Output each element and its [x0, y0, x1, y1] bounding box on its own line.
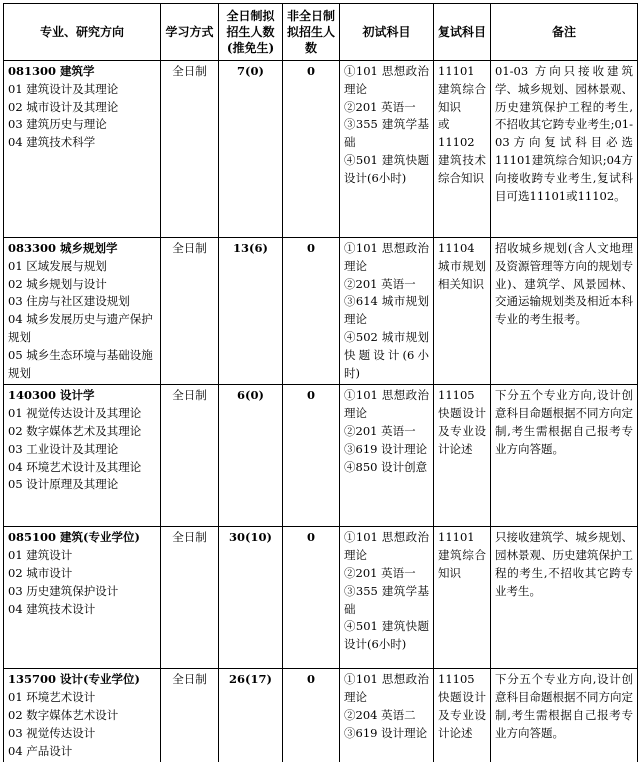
mode-cell: 全日制: [161, 527, 219, 669]
note-cell: 招收城乡规划(含人文地理及资源管理等方向的规划专业)、建筑学、风景园林、交通运输规划类及相近本科专业的考生报考。: [491, 238, 638, 385]
note-cell: 只接收建筑学、城乡规划、园林景观、历史建筑保护工程的考生,不招收其它跨专业考生。: [491, 527, 638, 669]
retest-cell: [434, 385, 491, 527]
header-row: [4, 4, 638, 61]
exam-subject: ①101 思想政治理论: [344, 388, 429, 421]
table-row: [4, 238, 638, 385]
retest-cell: [434, 238, 491, 385]
fulltime-cell: 26(17): [219, 669, 283, 762]
exam-subject: ②201 英语一: [344, 423, 416, 438]
exam-subject: ③355 建筑学基础: [344, 583, 429, 616]
table-row: [4, 527, 638, 669]
major-cell: [4, 527, 161, 669]
direction: 02 城市设计及其理论: [8, 99, 119, 114]
major-cell: [4, 385, 161, 527]
table-row: [4, 385, 638, 527]
exam-subject: ②201 英语一: [344, 565, 416, 580]
direction: 01 区域发展与规划: [8, 258, 107, 273]
exam-cell: [340, 385, 434, 527]
mode-cell: 全日制: [161, 61, 219, 238]
direction: 01 环境艺术设计: [8, 690, 96, 705]
direction: 01 建筑设计: [8, 548, 73, 563]
fulltime-cell: 13(6): [219, 238, 283, 385]
parttime-cell: 0: [283, 385, 340, 527]
direction: 04 环境艺术设计及其理论: [8, 459, 142, 474]
retest-subject: 11101 建筑综合知识: [438, 530, 486, 580]
major-cell: [4, 669, 161, 762]
major-title: 140300 设计学: [8, 388, 95, 403]
exam-cell: [340, 527, 434, 669]
header-retest: 复试科目: [434, 4, 491, 61]
note-cell: 下分五个专业方向,设计创意科目命题根据不同方向定制,考生需根据自己报考专业方向答题。: [491, 669, 638, 762]
header-parttime: 非全日制拟招生人数: [283, 4, 340, 61]
retest-subject: 11105 快题设计及专业设计论述: [438, 672, 486, 740]
direction: 02 城乡规划与设计: [8, 276, 107, 291]
direction: 03 住房与社区建设规划: [8, 294, 130, 309]
exam-subject: ②201 英语一: [344, 99, 416, 114]
direction: 03 工业设计及其理论: [8, 441, 119, 456]
retest-subject: 11105 快题设计及专业设计论述: [438, 388, 486, 456]
retest-subject: 11102 建筑技术综合知识: [438, 135, 486, 185]
exam-subject: ①101 思想政治理论: [344, 530, 429, 563]
retest-subject: 11104 城市规划相关知识: [438, 241, 486, 291]
header-fulltime: 全日制拟招生人数(推免生): [219, 4, 283, 61]
header-major: 专业、研究方向: [4, 4, 161, 61]
direction: 04 建筑技术科学: [8, 135, 96, 150]
direction: 02 数字媒体艺术及其理论: [8, 423, 142, 438]
retest-subject: 11101 建筑综合知识: [438, 64, 486, 114]
direction: 05 城乡生态环境与基础设施规划: [8, 347, 153, 380]
exam-subject: ③614 城市规划理论: [344, 294, 429, 327]
major-title: 081300 建筑学: [8, 64, 95, 78]
direction: 04 建筑技术设计: [8, 601, 96, 616]
exam-subject: ④850 设计创意: [344, 459, 428, 474]
major-title: 135700 设计(专业学位): [8, 672, 140, 687]
direction: 03 视觉传达设计: [8, 725, 96, 740]
table-row: [4, 669, 638, 762]
mode-cell: 全日制: [161, 385, 219, 527]
exam-subject: ③619 设计理论: [344, 725, 428, 740]
header-exam: 初试科目: [340, 4, 434, 61]
exam-subject: ②201 英语一: [344, 276, 416, 291]
admissions-table: [3, 3, 638, 762]
exam-cell: [340, 669, 434, 762]
exam-subject: ③619 设计理论: [344, 441, 428, 456]
parttime-cell: 0: [283, 61, 340, 238]
direction: 01 视觉传达设计及其理论: [8, 406, 142, 421]
mode-cell: 全日制: [161, 238, 219, 385]
direction: 04 产品设计: [8, 743, 73, 758]
note-cell: 下分五个专业方向,设计创意科目命题根据不同方向定制,考生需根据自己报考专业方向答题。: [491, 385, 638, 527]
parttime-cell: 0: [283, 238, 340, 385]
major-cell: [4, 61, 161, 238]
retest-cell: [434, 527, 491, 669]
direction: 02 城市设计: [8, 565, 73, 580]
mode-cell: 全日制: [161, 669, 219, 762]
direction: 01 建筑设计及其理论: [8, 81, 119, 96]
major-title: 085100 建筑(专业学位): [8, 530, 140, 545]
direction: 02 数字媒体艺术设计: [8, 707, 119, 722]
header-mode: 学习方式: [161, 4, 219, 61]
exam-subject: ④501 建筑快题设计(6小时): [344, 152, 429, 185]
fulltime-cell: 7(0): [219, 61, 283, 238]
exam-subject: ①101 思想政治理论: [344, 64, 429, 96]
exam-subject: ①101 思想政治理论: [344, 672, 429, 705]
exam-cell: [340, 61, 434, 238]
direction: 03 历史建筑保护设计: [8, 583, 119, 598]
exam-subject: ③355 建筑学基础: [344, 117, 429, 150]
direction: 04 城乡发展历史与遗产保护规划: [8, 312, 153, 344]
direction: 03 建筑历史与理论: [8, 117, 107, 132]
retest-cell: [434, 61, 491, 238]
exam-subject: ①101 思想政治理论: [344, 241, 429, 273]
header-note: 备注: [491, 4, 638, 61]
retest-cell: [434, 669, 491, 762]
fulltime-cell: 30(10): [219, 527, 283, 669]
major-cell: [4, 238, 161, 385]
exam-subject: ④501 建筑快题设计(6小时): [344, 619, 429, 652]
direction: 05 设计原理及其理论: [8, 477, 119, 492]
parttime-cell: 0: [283, 527, 340, 669]
fulltime-cell: 6(0): [219, 385, 283, 527]
exam-subject: ④502 城市规划快题设计(6小时): [344, 329, 429, 380]
major-title: 083300 城乡规划学: [8, 241, 118, 255]
parttime-cell: 0: [283, 669, 340, 762]
note-cell: 01-03 方向只接收建筑学、城乡规划、园林景观、历史建筑保护工程的考生,不招收其它跨专业考生;01-03方向复试科目必选11101建筑综合知识;04方向接收跨专业考生,复试科目可选11101或11102。: [491, 61, 638, 238]
exam-subject: ②204 英语二: [344, 707, 416, 722]
table-row: [4, 61, 638, 238]
retest-subject: 或: [438, 117, 450, 132]
exam-cell: [340, 238, 434, 385]
